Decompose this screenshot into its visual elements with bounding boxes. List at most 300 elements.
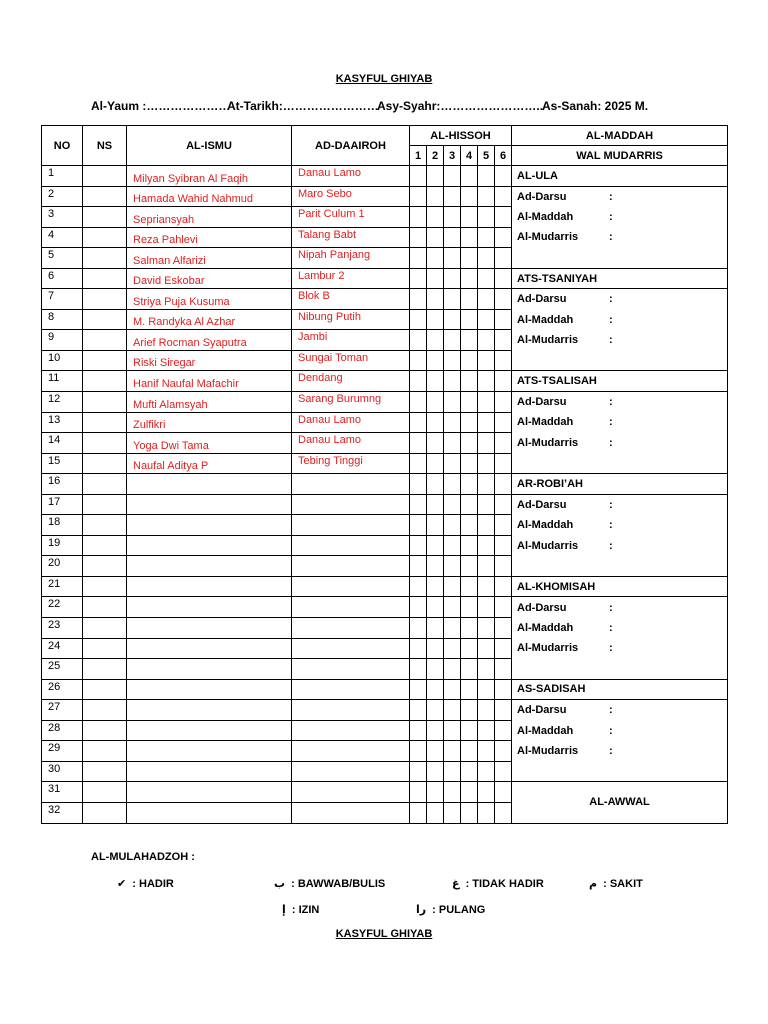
ns-cell — [83, 618, 127, 639]
student-region — [292, 515, 410, 536]
field-label: Al-Mudarris — [517, 334, 579, 347]
session-check-cell — [495, 453, 512, 474]
session-check-cell — [410, 659, 427, 680]
field-label: Al-Maddah — [517, 313, 574, 326]
row-number: 27 — [42, 700, 83, 721]
session-check-cell — [444, 515, 461, 536]
ns-cell — [83, 289, 127, 310]
session-check-cell — [410, 330, 427, 351]
table-row — [42, 392, 728, 413]
student-region: Sungai Toman — [292, 350, 410, 371]
session-check-cell — [495, 227, 512, 248]
session-check-cell — [427, 248, 444, 269]
ns-cell — [83, 494, 127, 515]
document-title: KASYFUL GHIYAB — [335, 73, 433, 85]
session-check-cell — [410, 268, 427, 289]
row-number: 22 — [42, 597, 83, 618]
legend-permission — [282, 903, 319, 916]
session-check-cell — [444, 474, 461, 495]
session-check-cell — [478, 330, 495, 351]
student-region — [292, 556, 410, 577]
session-check-cell — [410, 741, 427, 762]
session-check-cell — [427, 186, 444, 207]
session-check-cell — [444, 782, 461, 803]
session-check-cell — [410, 720, 427, 741]
row-number: 28 — [42, 720, 83, 741]
row-number: 30 — [42, 761, 83, 782]
session-check-cell — [410, 166, 427, 187]
session-check-cell — [427, 761, 444, 782]
field-colon: : — [609, 704, 613, 717]
student-region — [292, 618, 410, 639]
session-check-cell — [478, 289, 495, 310]
row-number: 24 — [42, 638, 83, 659]
session-check-cell — [410, 782, 427, 803]
row-number: 16 — [42, 474, 83, 495]
session-check-cell — [478, 618, 495, 639]
session-field — [512, 227, 728, 248]
session-check-cell — [495, 392, 512, 413]
session-spacer — [512, 453, 728, 474]
table-row — [42, 720, 728, 741]
student-region — [292, 597, 410, 618]
session-check-cell — [427, 371, 444, 392]
session-check-cell — [478, 453, 495, 474]
session-check-cell — [461, 453, 478, 474]
session-check-cell — [410, 618, 427, 639]
session-check-cell — [461, 186, 478, 207]
student-name: Milyan Syibran Al Faqih — [127, 166, 292, 187]
student-region: Nipah Panjang — [292, 248, 410, 269]
table-row — [42, 412, 728, 433]
student-name — [127, 700, 292, 721]
legend-symbol: غ — [452, 878, 460, 890]
session-check-cell — [410, 248, 427, 269]
student-name — [127, 597, 292, 618]
session-field — [512, 412, 728, 433]
session-check-cell — [410, 576, 427, 597]
session-field — [512, 515, 728, 536]
row-number: 8 — [42, 309, 83, 330]
student-region — [292, 638, 410, 659]
field-label: Al-Mudarris — [517, 745, 579, 758]
ns-cell — [83, 474, 127, 495]
session-check-cell — [461, 392, 478, 413]
header-session-1: 1 — [410, 146, 427, 166]
ns-cell — [83, 268, 127, 289]
session-spacer — [512, 556, 728, 577]
table-row — [42, 330, 728, 351]
table-row — [42, 433, 728, 454]
session-check-cell — [461, 433, 478, 454]
field-colon: : — [609, 313, 613, 326]
session-check-cell — [410, 474, 427, 495]
student-name: Yoga Dwi Tama — [127, 433, 292, 454]
session-check-cell — [461, 556, 478, 577]
notes-label: AL-MULAHADZOH : — [91, 851, 195, 863]
field-label: Ad-Darsu — [517, 293, 567, 306]
ns-cell — [83, 186, 127, 207]
session-check-cell — [444, 576, 461, 597]
table-row — [42, 659, 728, 680]
session-check-cell — [410, 227, 427, 248]
session-check-cell — [478, 720, 495, 741]
session-check-cell — [478, 597, 495, 618]
student-region — [292, 494, 410, 515]
header-region: AD-DAAIROH — [292, 126, 410, 166]
session-check-cell — [444, 453, 461, 474]
field-label: Al-Maddah — [517, 519, 574, 532]
field-label: Al-Mudarris — [517, 231, 579, 244]
student-region — [292, 679, 410, 700]
session-check-cell — [444, 207, 461, 228]
session-check-cell — [444, 289, 461, 310]
student-region — [292, 720, 410, 741]
session-check-cell — [461, 659, 478, 680]
session-check-cell — [478, 659, 495, 680]
session-check-cell — [495, 248, 512, 269]
table-row — [42, 166, 728, 187]
session-check-cell — [478, 535, 495, 556]
session-field — [512, 289, 728, 310]
student-name — [127, 535, 292, 556]
session-check-cell — [427, 638, 444, 659]
student-region: Tebing Tinggi — [292, 453, 410, 474]
session-check-cell — [495, 433, 512, 454]
session-check-cell — [427, 350, 444, 371]
table-row — [42, 494, 728, 515]
session-title: ATS-TSALISAH — [512, 371, 728, 392]
session-check-cell — [444, 659, 461, 680]
row-number: 9 — [42, 330, 83, 351]
ns-cell — [83, 166, 127, 187]
session-check-cell — [495, 761, 512, 782]
session-check-cell — [495, 556, 512, 577]
session-check-cell — [427, 309, 444, 330]
table-row — [42, 597, 728, 618]
student-name — [127, 761, 292, 782]
table-row — [42, 309, 728, 330]
student-region — [292, 761, 410, 782]
student-name — [127, 679, 292, 700]
session-check-cell — [478, 638, 495, 659]
session-check-cell — [461, 638, 478, 659]
field-colon: : — [609, 601, 613, 614]
row-number: 15 — [42, 453, 83, 474]
session-check-cell — [427, 207, 444, 228]
field-colon: : — [609, 396, 613, 409]
field-colon: : — [609, 642, 613, 655]
legend-symbol: ب — [274, 878, 286, 890]
legend-sick — [589, 877, 643, 890]
table-row — [42, 350, 728, 371]
session-check-cell — [495, 515, 512, 536]
field-colon: : — [609, 745, 613, 758]
attendance-table — [41, 125, 728, 824]
session-check-cell — [478, 412, 495, 433]
session-check-cell — [461, 268, 478, 289]
student-region — [292, 535, 410, 556]
session-check-cell — [461, 679, 478, 700]
session-check-cell — [410, 638, 427, 659]
session-check-cell — [461, 474, 478, 495]
session-check-cell — [478, 392, 495, 413]
ns-cell — [83, 720, 127, 741]
student-name: M. Randyka Al Azhar — [127, 309, 292, 330]
student-region — [292, 576, 410, 597]
ns-cell — [83, 248, 127, 269]
session-check-cell — [444, 618, 461, 639]
session-check-cell — [461, 535, 478, 556]
ns-cell — [83, 700, 127, 721]
session-check-cell — [461, 227, 478, 248]
student-region — [292, 659, 410, 680]
session-check-cell — [495, 741, 512, 762]
table-row — [42, 207, 728, 228]
session-check-cell — [495, 289, 512, 310]
row-number: 19 — [42, 535, 83, 556]
field-label: Al-Maddah — [517, 416, 574, 429]
ns-cell — [83, 761, 127, 782]
student-name: Hanif Naufal Mafachir — [127, 371, 292, 392]
ns-cell — [83, 309, 127, 330]
session-check-cell — [444, 638, 461, 659]
ns-cell — [83, 535, 127, 556]
session-check-cell — [461, 741, 478, 762]
session-check-cell — [410, 535, 427, 556]
table-row — [42, 741, 728, 762]
session-check-cell — [427, 166, 444, 187]
session-check-cell — [444, 371, 461, 392]
row-number: 5 — [42, 248, 83, 269]
legend-home — [416, 903, 485, 916]
session-check-cell — [444, 700, 461, 721]
date-field: At-Tarikh:…………………… — [227, 99, 379, 113]
session-title: AS-SADISAH — [512, 679, 728, 700]
session-check-cell — [410, 700, 427, 721]
header-subject-line2: WAL MUDARRIS — [512, 146, 728, 166]
ns-cell — [83, 227, 127, 248]
student-name — [127, 576, 292, 597]
session-check-cell — [495, 720, 512, 741]
field-label: Ad-Darsu — [517, 498, 567, 511]
session-check-cell — [478, 576, 495, 597]
student-region: Maro Sebo — [292, 186, 410, 207]
session-spacer — [512, 659, 728, 680]
field-colon: : — [609, 334, 613, 347]
field-label: Ad-Darsu — [517, 190, 567, 203]
student-region: Dendang — [292, 371, 410, 392]
session-check-cell — [444, 597, 461, 618]
session-check-cell — [427, 802, 444, 823]
session-check-cell — [495, 371, 512, 392]
row-number: 2 — [42, 186, 83, 207]
session-field — [512, 309, 728, 330]
session-check-cell — [444, 494, 461, 515]
field-label: Al-Maddah — [517, 724, 574, 737]
field-label: Ad-Darsu — [517, 396, 567, 409]
field-label: Ad-Darsu — [517, 601, 567, 614]
session-check-cell — [478, 741, 495, 762]
session-check-cell — [444, 166, 461, 187]
session-check-cell — [495, 782, 512, 803]
session-check-cell — [427, 741, 444, 762]
session-check-cell — [478, 371, 495, 392]
session-check-cell — [410, 494, 427, 515]
session-field — [512, 638, 728, 659]
row-number: 4 — [42, 227, 83, 248]
session-check-cell — [461, 618, 478, 639]
session-check-cell — [444, 186, 461, 207]
field-colon: : — [609, 293, 613, 306]
session-check-cell — [495, 638, 512, 659]
ns-cell — [83, 371, 127, 392]
student-region — [292, 741, 410, 762]
session-check-cell — [461, 350, 478, 371]
student-name: Naufal Aditya P — [127, 453, 292, 474]
student-region: Lambur 2 — [292, 268, 410, 289]
session-check-cell — [478, 761, 495, 782]
field-colon: : — [609, 231, 613, 244]
row-number: 13 — [42, 412, 83, 433]
session-check-cell — [444, 556, 461, 577]
session-check-cell — [495, 309, 512, 330]
session-spacer — [512, 248, 728, 269]
session-check-cell — [461, 802, 478, 823]
session-check-cell — [410, 412, 427, 433]
student-name — [127, 638, 292, 659]
student-name: Riski Siregar — [127, 350, 292, 371]
session-check-cell — [478, 309, 495, 330]
session-check-cell — [427, 453, 444, 474]
session-check-cell — [410, 289, 427, 310]
student-name — [127, 474, 292, 495]
awwal-label: AL-AWWAL — [512, 782, 728, 823]
session-check-cell — [461, 248, 478, 269]
session-field — [512, 618, 728, 639]
session-check-cell — [478, 248, 495, 269]
legend-symbol: إ — [282, 904, 286, 916]
session-check-cell — [410, 186, 427, 207]
session-check-cell — [478, 679, 495, 700]
field-colon: : — [609, 436, 613, 449]
row-number: 6 — [42, 268, 83, 289]
year-field: As-Sanah: 2025 M. — [542, 99, 649, 113]
session-check-cell — [495, 802, 512, 823]
session-check-cell — [410, 392, 427, 413]
session-spacer — [512, 350, 728, 371]
session-check-cell — [495, 207, 512, 228]
student-name: David Eskobar — [127, 268, 292, 289]
student-name — [127, 741, 292, 762]
table-row — [42, 371, 728, 392]
session-check-cell — [410, 556, 427, 577]
table-row — [42, 186, 728, 207]
field-colon: : — [609, 539, 613, 552]
session-check-cell — [427, 433, 444, 454]
session-check-cell — [444, 741, 461, 762]
header-ns: NS — [83, 126, 127, 166]
field-label: Al-Mudarris — [517, 642, 579, 655]
row-number: 31 — [42, 782, 83, 803]
session-check-cell — [478, 433, 495, 454]
session-check-cell — [427, 576, 444, 597]
session-check-cell — [461, 782, 478, 803]
session-check-cell — [427, 268, 444, 289]
session-check-cell — [478, 802, 495, 823]
session-check-cell — [478, 350, 495, 371]
header-session-6: 6 — [495, 146, 512, 166]
session-check-cell — [410, 802, 427, 823]
row-number: 12 — [42, 392, 83, 413]
session-check-cell — [427, 392, 444, 413]
field-colon: : — [609, 724, 613, 737]
table-row — [42, 535, 728, 556]
row-number: 18 — [42, 515, 83, 536]
ns-cell — [83, 392, 127, 413]
session-check-cell — [461, 515, 478, 536]
student-name — [127, 720, 292, 741]
field-colon: : — [609, 210, 613, 223]
session-check-cell — [410, 597, 427, 618]
session-field — [512, 186, 728, 207]
session-check-cell — [410, 515, 427, 536]
session-check-cell — [478, 494, 495, 515]
table-row — [42, 289, 728, 310]
session-check-cell — [478, 166, 495, 187]
session-check-cell — [427, 515, 444, 536]
session-check-cell — [461, 289, 478, 310]
ns-cell — [83, 330, 127, 351]
session-check-cell — [427, 700, 444, 721]
session-check-cell — [444, 535, 461, 556]
session-check-cell — [444, 761, 461, 782]
session-title: AR-ROBI’AH — [512, 474, 728, 495]
legend-text: : BAWWAB/BULIS — [291, 878, 386, 890]
session-spacer — [512, 761, 728, 782]
row-number: 11 — [42, 371, 83, 392]
legend-present — [117, 877, 174, 890]
header-subject-line1: AL-MADDAH — [512, 126, 728, 146]
session-check-cell — [427, 720, 444, 741]
field-colon: : — [609, 621, 613, 634]
student-region — [292, 474, 410, 495]
ns-cell — [83, 433, 127, 454]
header-session: AL-HISSOH — [410, 126, 512, 146]
row-number: 17 — [42, 494, 83, 515]
header-session-4: 4 — [461, 146, 478, 166]
session-check-cell — [495, 576, 512, 597]
table-row — [42, 761, 728, 782]
student-region: Danau Lamo — [292, 166, 410, 187]
row-number: 1 — [42, 166, 83, 187]
table-row — [42, 618, 728, 639]
ns-cell — [83, 556, 127, 577]
session-check-cell — [427, 556, 444, 577]
session-check-cell — [461, 207, 478, 228]
student-name: Salman Alfarizi — [127, 248, 292, 269]
session-check-cell — [410, 761, 427, 782]
session-field — [512, 597, 728, 618]
student-region — [292, 782, 410, 803]
session-check-cell — [495, 412, 512, 433]
header-no: NO — [42, 126, 83, 166]
session-check-cell — [427, 330, 444, 351]
table-row — [42, 227, 728, 248]
session-title: AL-KHOMISAH — [512, 576, 728, 597]
field-colon: : — [609, 416, 613, 429]
student-name: Reza Pahlevi — [127, 227, 292, 248]
